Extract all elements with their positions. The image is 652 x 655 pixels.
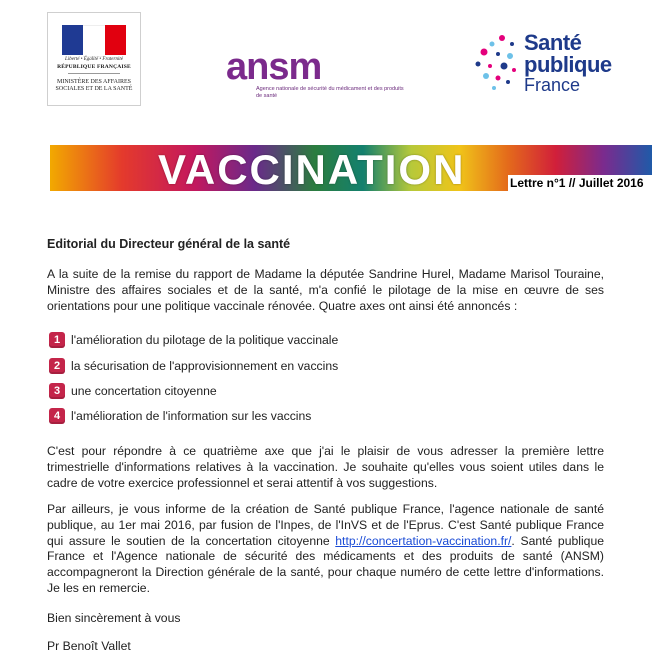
axis-number-2: 2: [49, 358, 65, 374]
concertation-link[interactable]: http://concertation-vaccination.fr/: [335, 533, 512, 548]
banner-title: VACCINATION: [158, 146, 466, 191]
republique-francaise-logo: [47, 12, 141, 106]
closing-line: Bien sincèrement à vous: [47, 611, 181, 625]
axis-item: [49, 357, 338, 375]
ministry-name: MINISTÈRE DES AFFAIRES SOCIALES ET DE LA SANTÉ: [55, 79, 133, 92]
marianne-flag-icon: [62, 25, 126, 55]
sante-publique-line-2: publique: [524, 52, 612, 77]
issue-label: Lettre n°1 // Juillet 2016: [510, 176, 644, 190]
sante-publique-line-1: Santé: [524, 30, 582, 55]
logo-divider: [68, 73, 120, 74]
sante-publique-line-3: France: [524, 75, 581, 95]
ansm-wordmark: ansm: [226, 46, 322, 88]
republic-name: RÉPUBLIQUE FRANÇAISE: [57, 64, 131, 70]
axis-text: l'amélioration de l'information sur les vaccins: [71, 409, 312, 423]
vaccination-banner: [50, 145, 652, 191]
axis-item: [49, 382, 217, 400]
sante-publique-france-logo: [472, 28, 612, 98]
axis-text: une concertation citoyenne: [71, 384, 217, 398]
paragraph-3: [47, 502, 604, 597]
republic-motto: Liberté • Égalité • Fraternité: [65, 57, 123, 62]
paragraph-3-text-b: . Santé publique France et l'Agence nationale de sécurité des médicaments et des produits de santé (ANSM) accompagneront la Direction générale de la santé, pour chaque numéro de cette lettre d'informations. Je les en remercie.: [47, 533, 605, 595]
ansm-logo: [226, 46, 404, 99]
axis-item: [49, 331, 338, 349]
editorial-title: Editorial du Directeur général de la santé: [47, 237, 291, 251]
signature: Pr Benoît Vallet: [47, 639, 131, 653]
axis-item: [49, 407, 311, 425]
intro-paragraph: A la suite de la remise du rapport de Madame la députée Sandrine Hurel, Madame Marisol Touraine, Ministre des affaires sociales et de la santé, m'a confié le pilotage de la mise en œuvre de ses orientations pour une politique vaccinale rénovée. Quatre axes ont ainsi été annoncés :: [47, 267, 604, 313]
axis-number-4: 4: [49, 408, 65, 424]
axis-number-3: 3: [49, 383, 65, 399]
paragraph-2: C'est pour répondre à ce quatrième axe que j'ai le plaisir de vous adresser la première lettre trimestrielle d'informations relatives à la vaccination. Je souhaite qu'elles vous soient utiles dans le cadre de votre exercice professionnel et serai attentif à vos suggestions.: [47, 444, 604, 490]
paragraph-3-text-a: Par ailleurs, je vous informe de la création de Santé publique France, l'agence nationale de santé publique, au 1er mai 2016, par fusion de l'Inpes, de l'InVS et de l'Eprus. C'est Santé publique France qui assure le soutien de la concertation citoyenne: [47, 502, 604, 548]
sante-publique-dots-icon: [472, 32, 518, 92]
axis-text: l'amélioration du pilotage de la politique vaccinale: [71, 333, 339, 347]
axis-text: la sécurisation de l'approvisionnement en vaccins: [71, 359, 339, 373]
ansm-subtitle: Agence nationale de sécurité du médicament et des produits de santé: [256, 86, 404, 99]
axis-number-1: 1: [49, 332, 65, 348]
issue-tag: [508, 175, 652, 191]
